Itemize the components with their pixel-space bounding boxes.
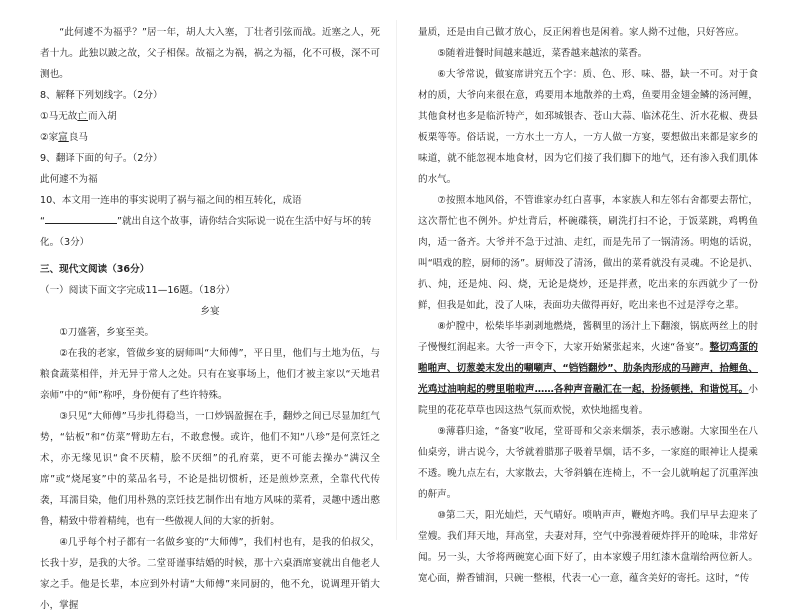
paragraph-2: ②在我的老家，管做乡宴的厨师叫“大师傅”，平日里，他们与土地为伍，与粮食蔬菜相伴，并无异于常人之处。只有在宴事场上，他们才被主家以“天地君亲师”中的“师”称呼，身份便有了些许特殊。 [40,348,380,401]
left-column [40,22,380,616]
paragraph-4: ④几乎每个村子都有一名做乡宴的“大师傅”，我们村也有，是我的伯叔父，长我十岁，是我的大爷。二堂哥谨事结婚的时候，那十六桌酒席宴就出自他老人家之手。他是长辈，本应到外村请“大师傅”来同厨的，他不允，说调理开销大小，掌握 [40,537,380,611]
question-8-item-2: ②家富良马 [40,127,220,148]
right-column [418,22,758,589]
paragraph-6: ⑥大爷常说，做宴席讲究五个字：质、色、形、味、器，缺一不可。对于食材的质，大爷向来很在意，鸡要用本地散养的土鸡，鱼要用金翅金鳞的汤河鲤，其他食材也多是临沂特产，如邳城银杏、苍山大蒜、临沭花生、沂水花椒、费县板栗等等。俗话说，一方水土一方人，一方人做一方宴，要想做出来都是家乡的味道，就不能忽视本地食材，因为它们接了我们脚下的地气，还有渗入我们肌体的水气。 [418,69,758,185]
question-9: 9、翻译下面的句子。（2分） [40,153,163,164]
marked-char: 亡 [77,111,88,122]
column-divider [396,20,397,540]
answer-blank[interactable] [45,211,117,224]
story-conclusion: “此何遽不为福乎？”居一年，胡人大入塞，丁壮者引弦而战。近塞之人，死者十九。此独以跛之故，父子相保。故福之为祸，祸之为福，化不可极，深不可测也。 [40,27,380,80]
paragraph-4-cont: 量质，还是由自己做才放心，反正闲着也是闲着。家人拗不过他，只好答应。 [418,27,745,38]
paragraph-9: ⑨薄暮归途，“备宴”收尾，堂哥哥和父亲来烟茶，表示感谢。大家围坐在八仙桌旁，讲古说今，大爷就着腊那子吸着旱烟，话不多，一家庭的眼神让人提乘不透。晚九点左右，大家散去，大爷斜躺在连椅上，不一会儿就响起了沉重浑浊的鼾声。 [418,426,758,500]
question-8-item-1: ①马无故亡而入胡 [40,106,220,127]
paragraph-5: ⑤随着进餐时间越来越近，菜香越来越浓的菜香。 [437,48,648,59]
question-8-items [40,106,380,148]
paragraph-3: ③只见“大师傅”马步扎得稳当，一口炒锅盈握在手，翻炒之间已尽显加红气势，“钻板”和“仿菜”臂助左右，不敢怠慢。或许，他们不知“八珍”是何烹饪之术，亦无缘见识“食不厌精，脍不厌细”的孔府菜，更不可能去操办“满汉全席”或“烧尾宴”中的菜品名号，不论是拙切惯析，还是煎炒烹煮，全靠代代传袭，耳濡目染，他们用朴熟的烹饪技艺制作出有地方风味的菜肴，灵趣中透出憨鲁，精致中带着精纯，也有一些傲视人间的大家的折射。 [40,411,380,527]
question-10: 10、本文用一连串的事实说明了祸与福之间的相互转化，成语 [40,195,302,206]
subsection-1-heading: （一）阅读下面文字完成11—16题。（18分） [40,285,235,296]
paragraph-1: ①刀盛箸，乡宴至美。 [59,327,155,338]
paragraph-8: ⑧炉膛中，松柴毕毕剥剥地燃烧，酱稠里的汤汁上下翻滚，锅底两丝上的肘子慢慢红润起来。大爷一声令下，大家开始紧张起来，火速“备宴”。整切鸡蛋的啪啪声、切葱姜末发出的唰唰声、“铛铛翻炒”、肋条肉形成的马蹄声，拾鲤鱼、光鸡过油响起的劈里啪啦声……各种声音融汇在一起，扮扬顿挫，和谐悦耳。小院里的花花草草也因这热气氛而欢悦，欢快地摇曳着。 [418,321,758,416]
question-8: 8、解释下列划线字。（2分） [40,90,163,101]
underlined-passage: 整切鸡蛋的啪啪声、切葱姜末发出的唰唰声、“铛铛翻炒”、肋条肉形成的马蹄声，拾鲤鱼、光鸡过油响起的劈里啪啦声……各种声音融汇在一起，扮扬顿挫，和谐悦耳。 [418,342,758,395]
section-3-heading: 三、现代文阅读（36分） [40,264,150,275]
essay-title: 乡宴 [200,306,220,317]
marked-char: 富 [58,132,69,143]
question-10-cont: “ ”就出自这个故事，请你结合实际说一说在生活中好与坏的转 [40,211,380,232]
question-10-end: 化。（3分） [40,237,90,248]
paragraph-10: ⑩第二天，阳光灿烂，天气晴好。唢呐声声，鞭炮齐鸣。我们早早去迎来了堂嫂。我们拜天地，拜高堂，夫妻对拜，空气中弥漫着硬炸拌开的呛味，非常好闻。另一头，大爷将两碗宽心面下好了，由本家嫂子用红漆木盘端给两位新人。宽心面，擀香铺润，只碗一整根，代表一心一意，蕴含美好的寄托。这时，“传 [418,510,758,584]
paragraph-7: ⑦按照本地风俗，不管谁家办红白喜事，本家族人和左邻右舍都要去帮忙，这次帮忙也不例外。炉灶背后，杯碗碟筷，刷洗打扫不论，于饭菜跳，鸡鸭鱼肉，适一备齐。大爷并不急于过油、走红，而是先吊了一锅清汤。明炮的话说，叫“唱戏的腔，厨师的汤”。厨师没了清汤，做出的菜肴就没有灵魂。不论是扒、扒、炖，还是炖、闷、烧，无论是烧炒，还是拌煮，吃出来的东西就少了一份鲜，但我是如此，没了人味，表面功夫做得再好，吃出来也不过是浮夸之辈。 [418,195,758,311]
question-9-sentence: 此何遽不为福 [40,174,98,185]
